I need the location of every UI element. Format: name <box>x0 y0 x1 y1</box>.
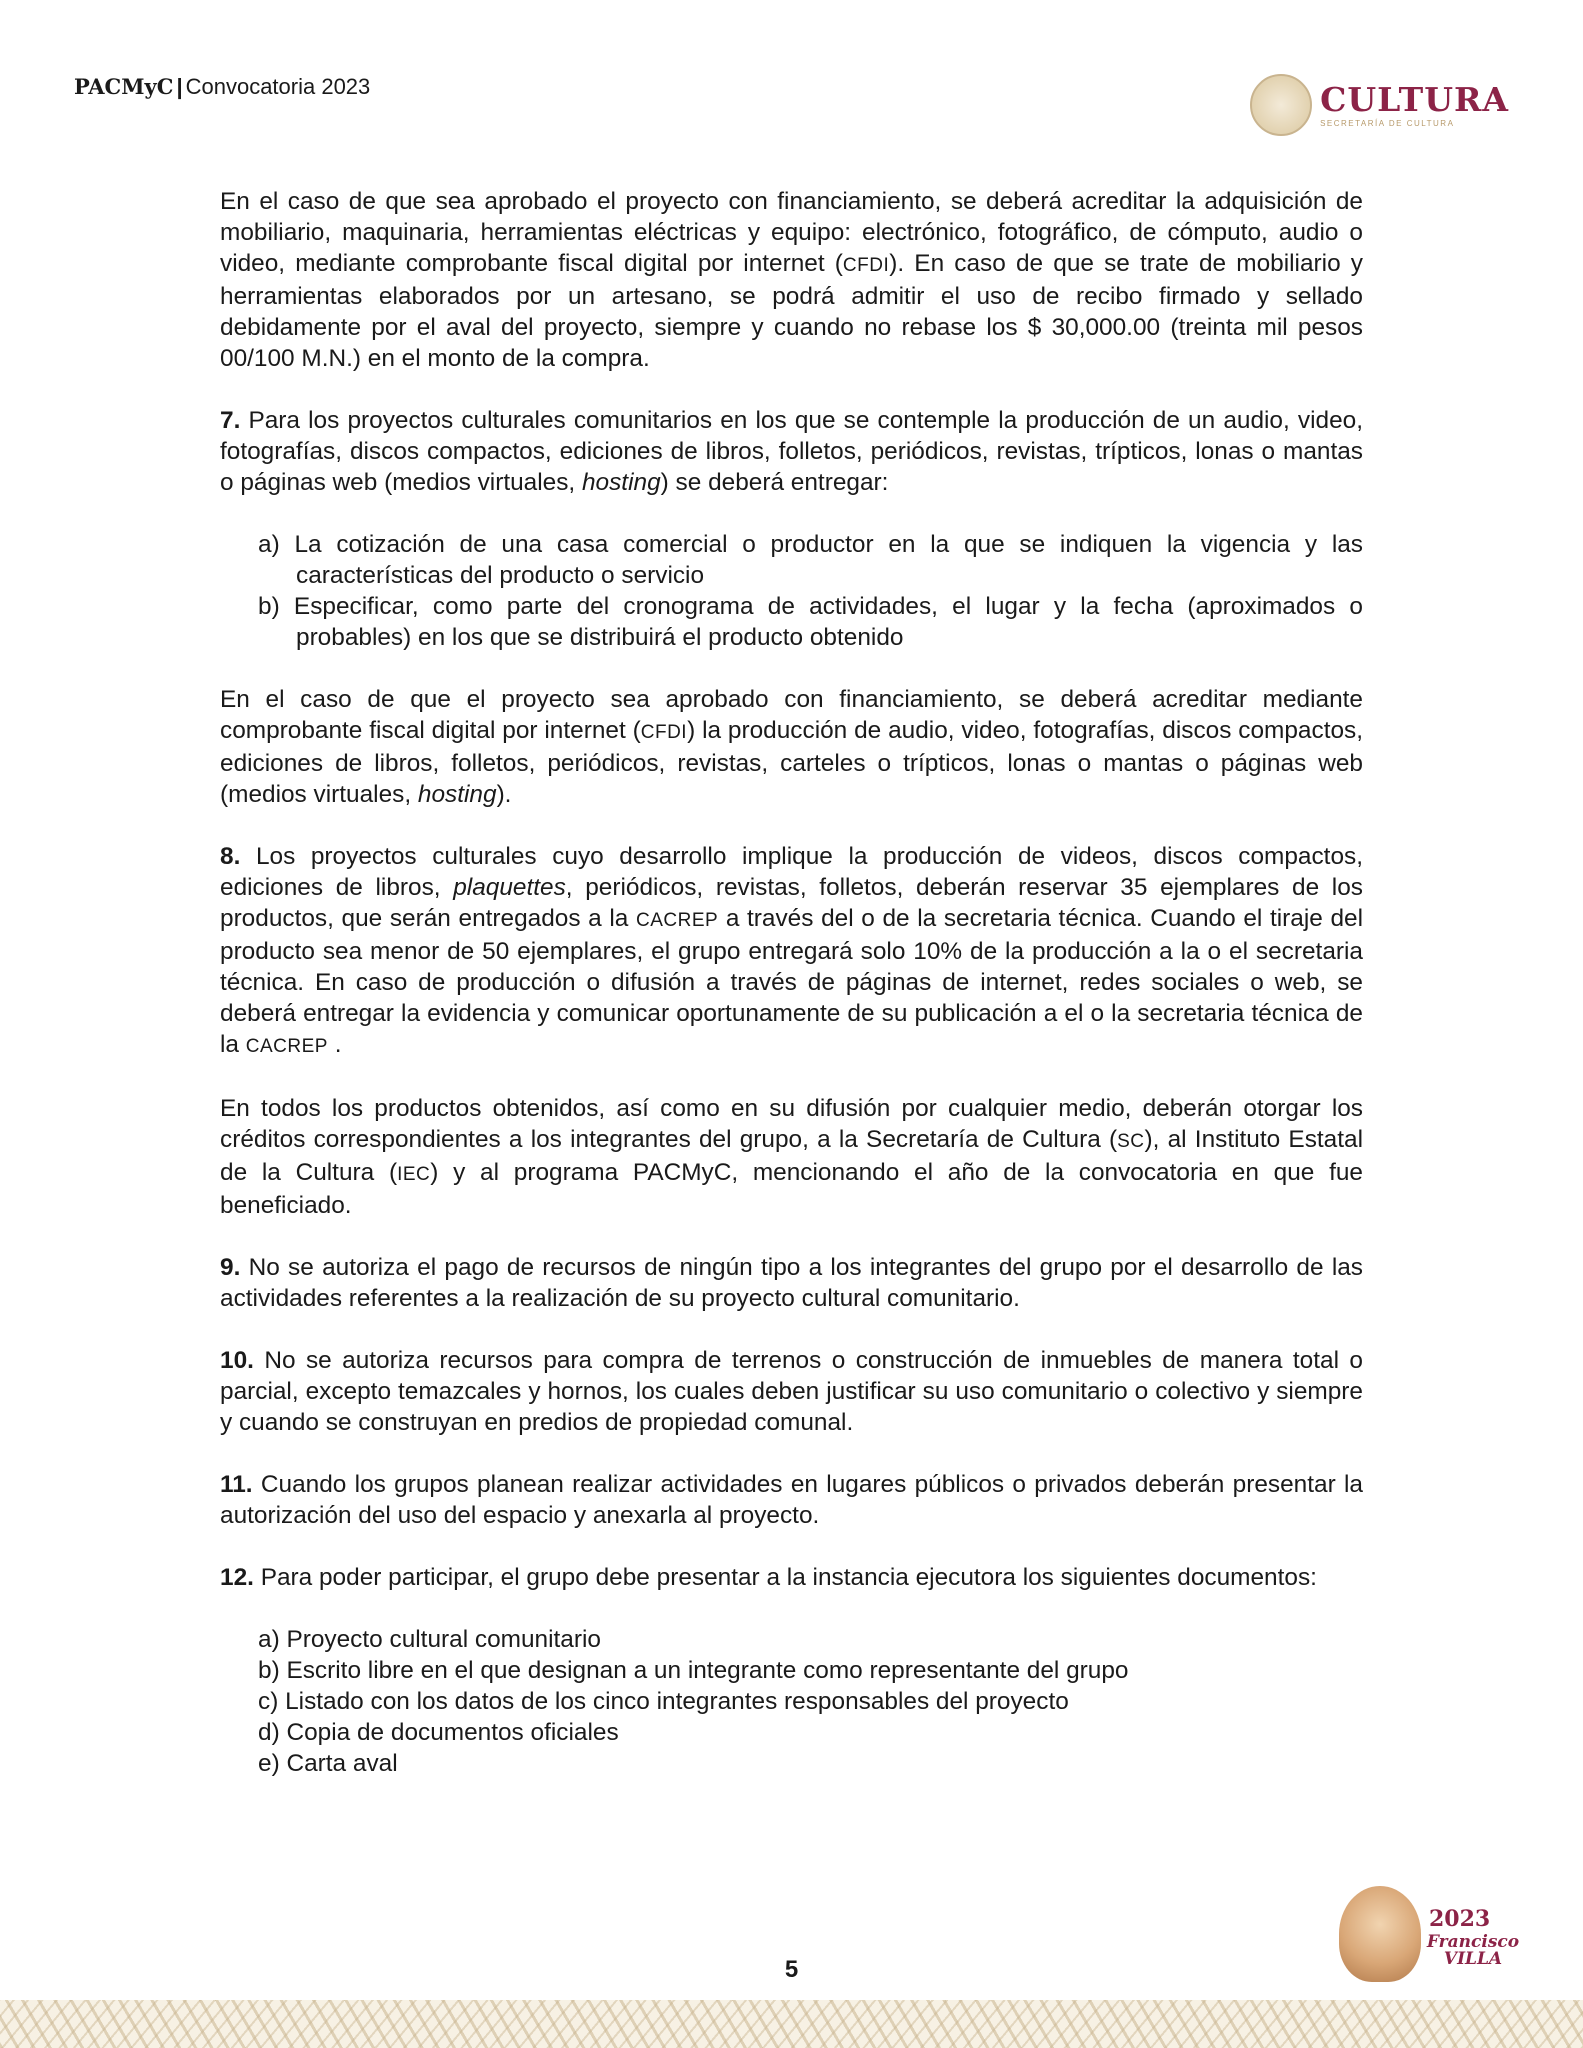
list-item: d) Copia de documentos oficiales <box>258 1719 619 1746</box>
item-7: 7. Para los proyectos culturales comunitarios en los que se contemple la producción de un audio, video, fotografías, discos compactos, ediciones de libros, folletos, periódicos, revistas, trípticos, lonas o mantas o páginas web (medios virtuales, hosting) se deberá entregar: <box>220 407 1363 496</box>
cultura-logo <box>1250 74 1509 136</box>
header-title: Convocatoria 2023 <box>185 74 371 99</box>
item-10: 10. No se autoriza recursos para compra de terrenos o construcción de inmuebles de manera total o parcial, excepto temazcales y hornos, los cuales deben justificar su uso comunitario o colectivo y siempre y cuando se construyan en predios de propiedad comunal. <box>220 1347 1363 1436</box>
logo-title: CULTURA <box>1320 79 1509 119</box>
item-number: 8. <box>220 843 241 870</box>
item-12: 12. Para poder participar, el grupo debe presentar a la instancia ejecutora los siguientes documentos: <box>220 1564 1317 1591</box>
item-11: 11. Cuando los grupos planean realizar actividades en lugares públicos o privados deberán presentar la autorización del uso del espacio y anexarla al proyecto. <box>220 1471 1363 1529</box>
portrait-icon <box>1339 1886 1421 1982</box>
list-item: e) Carta aval <box>258 1750 398 1777</box>
emblem-name: Francisco VILLA <box>1426 1932 1520 1969</box>
item-number: 10. <box>220 1347 254 1374</box>
national-seal-icon <box>1250 74 1312 136</box>
program-name: PACMyC <box>74 74 174 99</box>
page-number: 5 <box>784 1956 799 1983</box>
paragraph-financing-production: En el caso de que el proyecto sea aprobado con financiamiento, se deberá acreditar mediante comprobante fiscal digital por internet (CFDI) la producción de audio, video, fotografías, discos compactos, ediciones de libros, folletos, periódicos, revistas, carteles o trípticos, lonas o mantas o páginas web (medios virtuales, hosting). <box>220 686 1364 808</box>
logo-subtitle: SECRETARÍA DE CULTURA <box>1320 118 1455 128</box>
villa-2023-emblem <box>1339 1886 1519 1986</box>
header-separator: | <box>176 74 183 99</box>
item-number: 12. <box>220 1564 254 1591</box>
item-7-list <box>220 529 1363 653</box>
emblem-year: 2023 <box>1429 1906 1491 1932</box>
item-12-list <box>220 1624 1363 1779</box>
item-8: 8. Los proyectos culturales cuyo desarrollo implique la producción de videos, discos compactos, ediciones de libros, plaquettes, periódicos, revistas, folletos, deberán reservar 35 ejemplares de los productos, que serán entregados a la CACREP a través del o de la secretaria técnica. Cuando el tiraje del producto sea menor de 50 ejemplares, el grupo entregará solo 10% de la producción a la o el secretaria técnica. En caso de producción o difusión a través de páginas de internet, redes sociales o web, se deberá entregar la evidencia y comunicar oportunamente de su publicación a el o la secretaria técnica de la CACREP . <box>220 843 1363 1058</box>
list-item: b) Especificar, como parte del cronograma de actividades, el lugar y la fecha (aproximados o probables) en los que se distribuirá el producto obtenido <box>258 593 1363 651</box>
list-item: a) La cotización de una casa comercial o productor en la que se indiquen la vigencia y las características del producto o servicio <box>258 531 1363 589</box>
list-item: a) Proyecto cultural comunitario <box>258 1626 601 1653</box>
document-header <box>74 74 370 100</box>
paragraph-financing-equipment: En el caso de que sea aprobado el proyecto con financiamiento, se deberá acreditar la adquisición de mobiliario, maquinaria, herramientas eléctricas y equipo: electrónico, fotográfico, de cómputo, audio o video, mediante comprobante fiscal digital por internet (CFDI). En caso de que se trate de mobiliario y herramientas elaborados por un artesano, se podrá admitir el uso de recibo firmado y sellado debidamente por el aval del proyecto, siempre y cuando no rebase los $ 30,000.00 (treinta mil pesos 00/100 M.N.) en el monto de la compra. <box>220 188 1363 372</box>
decorative-footer-band <box>0 2000 1583 2048</box>
list-item: b) Escrito libre en el que designan a un integrante como representante del grupo <box>258 1657 1129 1684</box>
item-number: 9. <box>220 1254 241 1281</box>
paragraph-credits: En todos los productos obtenidos, así como en su difusión por cualquier medio, deberán otorgar los créditos correspondientes a los integrantes del grupo, a la Secretaría de Cultura (SC), al Instituto Estatal de la Cultura (IEC) y al programa PACMyC, mencionando el año de la convocatoria en que fue beneficiado. <box>220 1095 1363 1219</box>
item-number: 7. <box>220 407 241 434</box>
list-item: c) Listado con los datos de los cinco integrantes responsables del proyecto <box>258 1688 1069 1715</box>
item-number: 11. <box>220 1471 253 1498</box>
item-9: 9. No se autoriza el pago de recursos de ningún tipo a los integrantes del grupo por el desarrollo de las actividades referentes a la realización de su proyecto cultural comunitario. <box>220 1254 1363 1312</box>
document-body <box>220 186 1363 1810</box>
